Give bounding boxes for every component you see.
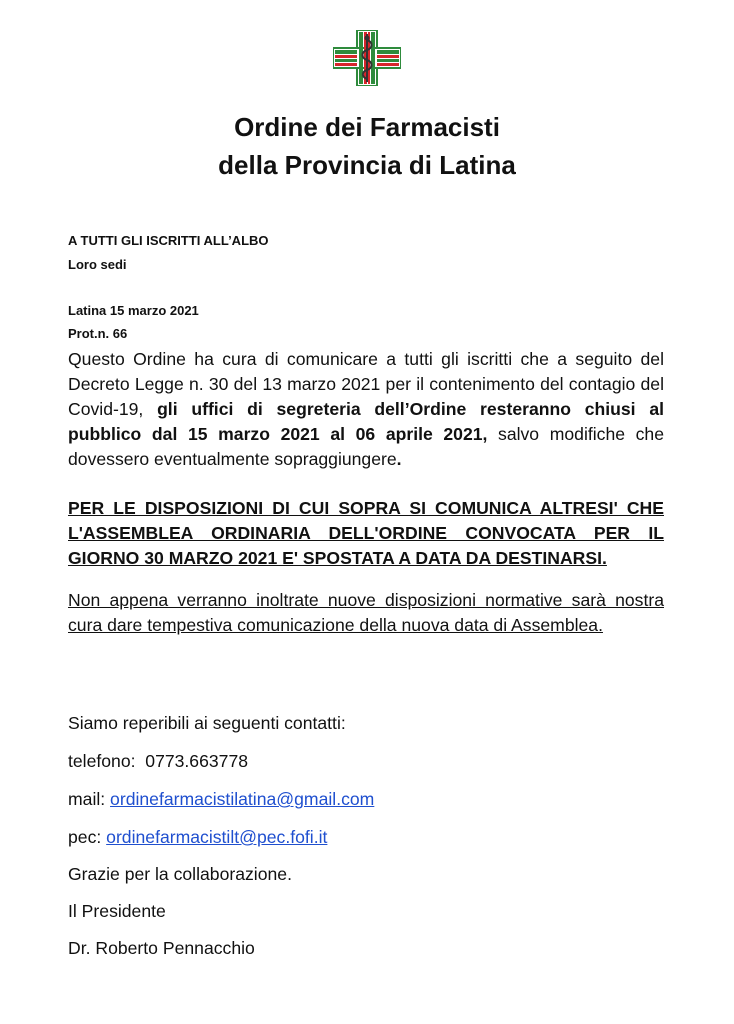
signature-role: Il Presidente: [68, 901, 166, 921]
protocol-number: Prot.n. 66: [68, 326, 128, 341]
paragraph-assembly-postponed: PER LE DISPOSIZIONI DI CUI SOPRA SI COMUNICA ALTRESI' CHE L'ASSEMBLEA ORDINARIA DELL'ORDINE CONVOCATA PER IL GIORNO 30 MARZO 2021 E' SPOSTATA A DATA DA DESTINARSI.: [68, 498, 664, 568]
mail-link[interactable]: ordinefarmacistilatina@gmail.com: [110, 789, 375, 809]
mail-line: [68, 789, 374, 810]
pec-line: [68, 827, 327, 848]
pec-link[interactable]: ordinefarmacistilt@pec.fofi.it: [106, 827, 328, 847]
contacts-intro: Siamo reperibili ai seguenti contatti:: [68, 713, 346, 733]
closure-text-2: salvo modifiche che dovessero eventualmente sopraggiungere: [68, 424, 664, 469]
closure-text-bold: gli uffici di segreteria dell’Ordine resteranno chiusi al pubblico dal 15 marzo 2021 al 06 aprile 2021,: [68, 399, 664, 444]
signature-name: Dr. Roberto Pennacchio: [68, 938, 255, 958]
title-line-1: Ordine dei Farmacisti: [234, 112, 500, 142]
mail-label: mail:: [68, 789, 111, 809]
phone-number: 0773.663778: [145, 751, 249, 771]
recipient-location: Loro sedi: [68, 257, 127, 272]
phone-label: telefono:: [68, 751, 146, 771]
closure-text-period: .: [396, 449, 402, 469]
pharmacy-cross-caduceus-icon: [333, 30, 401, 86]
title-line-2: della Provincia di Latina: [218, 150, 516, 180]
pec-label: pec:: [68, 827, 107, 847]
phone-line: [68, 751, 248, 772]
closure-text-1: Questo Ordine ha cura di comunicare a tutti gli iscritti che a seguito del Decreto Legge n. 30 del 13 marzo 2021 per il contenimento del contagio del Covid-19,: [68, 349, 664, 419]
paragraph-closure-notice: [68, 347, 664, 472]
paragraph-future-communication: Non appena verranno inoltrate nuove disposizioni normative sarà nostra cura dare tempestiva comunicazione della nuova data di Assemblea.: [68, 590, 664, 635]
document-title: [0, 108, 734, 184]
thanks-line: Grazie per la collaborazione.: [68, 864, 292, 884]
recipient-line: A TUTTI GLI ISCRITTI ALL’ALBO: [68, 233, 269, 248]
document-date: Latina 15 marzo 2021: [68, 303, 199, 318]
